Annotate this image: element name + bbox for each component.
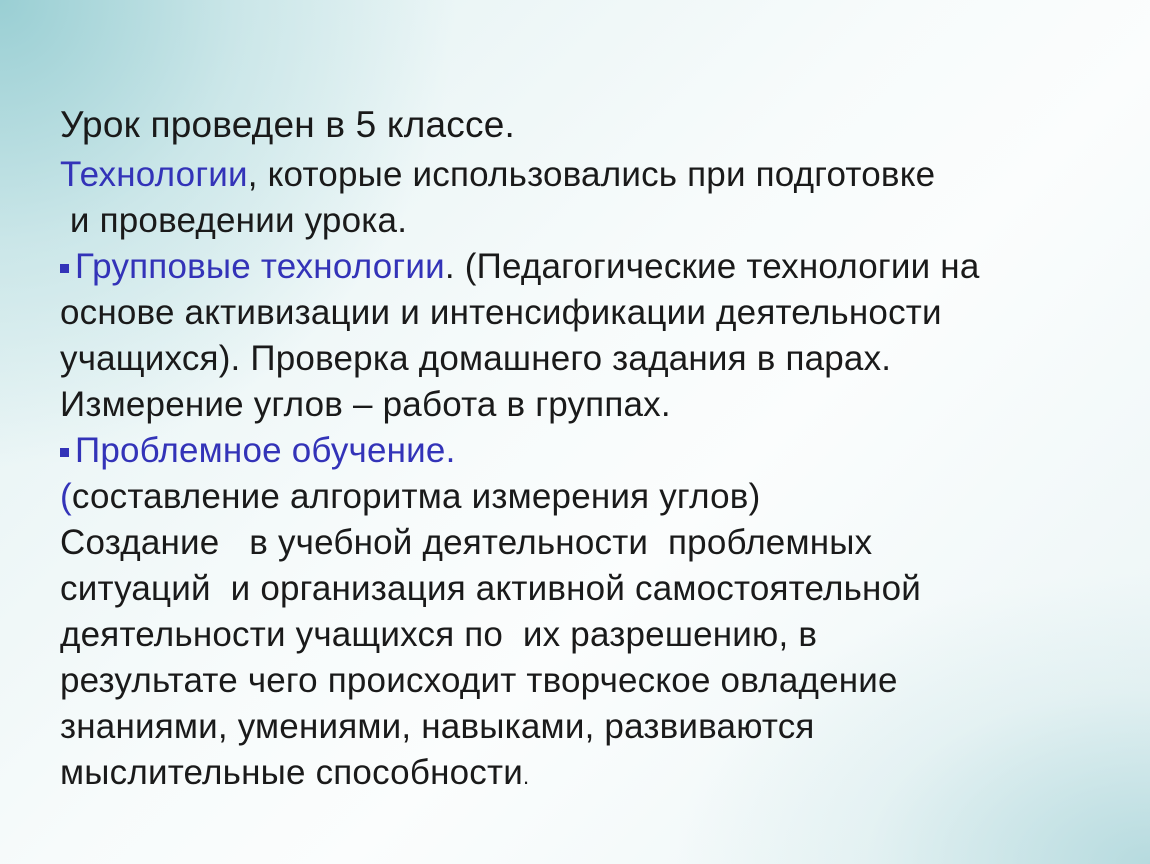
tech-intro-rest: , которые использовались при подготовке: [247, 155, 936, 194]
problem-desc-line-2: ситуаций и организация активной самостоятельной: [60, 569, 921, 608]
problem-desc-line-1: Создание в учебной деятельности проблемных: [60, 523, 873, 562]
slide-content: [60, 97, 1120, 800]
problem-learning-term: Проблемное обучение.: [75, 431, 456, 470]
tech-intro-term: Технологии: [60, 155, 248, 194]
problem-desc-line-6: [60, 750, 1120, 800]
group-tech-term: Групповые технологии: [75, 247, 445, 286]
square-bullet-icon: [60, 448, 69, 457]
square-bullet-icon: [60, 264, 69, 273]
group-tech-line-1: [60, 244, 1120, 290]
tech-intro-line-2: и проведении урока.: [60, 201, 408, 240]
group-tech-line-3: учащихся). Проверка домашнего задания в парах.: [60, 339, 892, 378]
group-tech-line-4: Измерение углов – работа в группах.: [60, 385, 671, 424]
problem-algorithm-text: составление алгоритма измерения углов): [71, 477, 761, 516]
problem-desc-line-4: результате чего происходит творческое овладение: [60, 661, 898, 700]
group-tech-rest: (Педагогические технологии на: [454, 247, 980, 286]
problem-desc-line-5: знаниями, умениями, навыками, развиваются: [60, 707, 815, 746]
problem-desc-last-text: мыслительные способности: [60, 753, 523, 792]
problem-algorithm-line: [60, 474, 1120, 520]
problem-desc-end-dot: .: [522, 764, 530, 789]
group-tech-dot: .: [444, 247, 455, 286]
slide-heading: Урок проведен в 5 классе.: [60, 104, 515, 145]
tech-intro-line-1: [60, 152, 1120, 198]
problem-paren-open: (: [60, 477, 72, 516]
problem-desc-line-3: деятельности учащихся по их разрешению, в: [60, 615, 818, 654]
group-tech-line-2: основе активизации и интенсификации деятельности: [60, 293, 942, 332]
problem-learning-line: [60, 428, 1120, 474]
